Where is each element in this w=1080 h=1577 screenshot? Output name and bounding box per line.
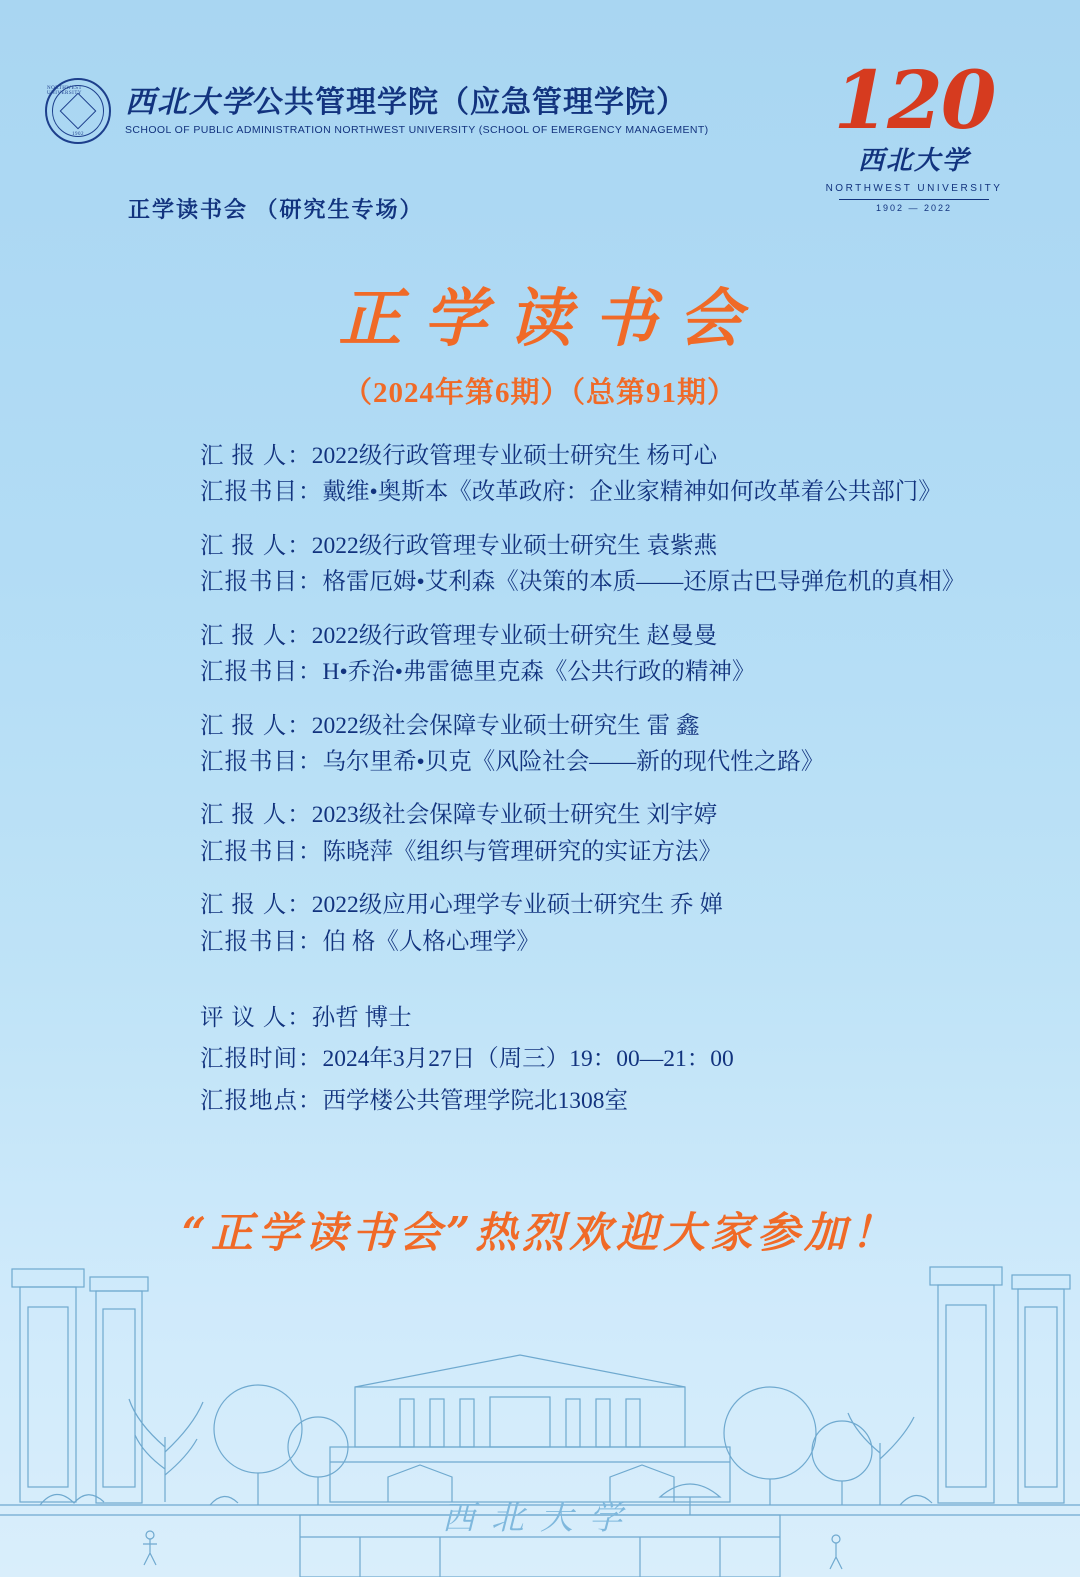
place-label: 汇报地点： xyxy=(200,1087,323,1114)
seal-bottom-text: 1902 xyxy=(72,132,84,137)
seal-inner-shape xyxy=(60,93,97,130)
list-item xyxy=(200,528,1020,601)
book-row xyxy=(200,744,1020,780)
presenter-label: 汇 报 人： xyxy=(200,802,312,829)
university-anniversary-mark xyxy=(814,53,1014,213)
presenter-label: 汇 报 人： xyxy=(200,443,312,469)
school-logo-block xyxy=(45,78,709,144)
event-subtitle: 正学读书会 （研究生专场） xyxy=(128,197,424,222)
book-value: 戴维•奥斯本《改革政府：企业家精神如何改革着公共部门》 xyxy=(322,479,942,506)
presenter-row xyxy=(200,708,1020,744)
book-row xyxy=(200,474,1020,510)
book-value: H•乔治•弗雷德里克森《公共行政的精神》 xyxy=(322,659,756,686)
book-value: 陈晓萍《组织与管理研究的实证方法》 xyxy=(322,838,722,865)
book-label: 汇报书目： xyxy=(200,569,323,596)
presenter-label: 汇 报 人： xyxy=(200,892,312,919)
presenter-row xyxy=(200,528,1020,564)
book-label: 汇报书目： xyxy=(200,928,323,955)
university-name-cn: 西北大学 xyxy=(857,146,970,176)
book-row xyxy=(200,654,1020,690)
presenter-row xyxy=(200,618,1020,654)
presenter-row xyxy=(200,887,1020,923)
list-item xyxy=(200,438,1020,511)
anniversary-years: 1902 — 2022 xyxy=(875,203,953,213)
book-value: 乌尔里希•贝克《风险社会——新的现代性之路》 xyxy=(322,748,825,775)
seal-top-text: NORTHWEST UNIVERSITY xyxy=(47,86,82,96)
presenter-value: 2022级行政管理专业硕士研究生 赵曼曼 xyxy=(311,622,718,649)
school-name-en: SCHOOL OF PUBLIC ADMINISTRATION NORTHWEST UNIVERSITY (SCHOOL OF EMERGENCY MANAGEMENT) xyxy=(125,124,709,136)
welcome-slogan: “正学读书会”热烈欢迎大家参加！ xyxy=(181,1208,899,1257)
event-info xyxy=(200,1000,734,1124)
book-value: 伯 格《人格心理学》 xyxy=(322,928,540,955)
presenter-value: 2022级社会保障专业硕士研究生 雷 鑫 xyxy=(311,712,700,739)
time-label: 汇报时间： xyxy=(200,1046,323,1073)
presenter-label: 汇 报 人： xyxy=(200,622,312,649)
campus-line-art xyxy=(0,1247,1080,1577)
mark-divider xyxy=(839,199,989,200)
presenter-row xyxy=(200,438,1020,474)
book-label: 汇报书目： xyxy=(200,659,323,686)
presenter-value: 2023级社会保障专业硕士研究生 刘宇婷 xyxy=(311,802,718,829)
presenter-value: 2022级应用心理学专业硕士研究生 乔 婵 xyxy=(311,892,723,919)
gate-inscription: 西北大学 xyxy=(442,1498,638,1537)
presenter-value: 2022级行政管理专业硕士研究生 袁紫燕 xyxy=(311,532,718,559)
school-name-cn-rest: 公共管理学院（应急管理学院） xyxy=(253,86,687,119)
time-value: 2024年3月27日（周三）19：00—21：00 xyxy=(322,1046,734,1073)
university-seal-icon xyxy=(45,78,111,144)
anniversary-number: 120 xyxy=(833,53,995,147)
list-item xyxy=(200,708,1020,781)
place-row xyxy=(200,1083,734,1119)
university-name-en: NORTHWEST UNIVERSITY xyxy=(825,183,1003,194)
commentator-label: 评 议 人： xyxy=(200,1005,312,1031)
school-name-block xyxy=(125,86,709,136)
page-title: 正学读书会 xyxy=(338,281,764,355)
list-item xyxy=(200,618,1020,691)
book-label: 汇报书目： xyxy=(200,838,323,865)
time-row xyxy=(200,1041,734,1077)
book-value: 格雷厄姆•艾利森《决策的本质——还原古巴导弹危机的真相》 xyxy=(322,569,966,596)
book-label: 汇报书目： xyxy=(200,479,323,506)
list-item xyxy=(200,887,1020,960)
commentator-row xyxy=(200,1000,734,1036)
entry-list xyxy=(200,438,1020,977)
book-row xyxy=(200,834,1020,870)
list-item xyxy=(200,797,1020,870)
presenter-value: 2022级行政管理专业硕士研究生 杨可心 xyxy=(311,443,718,469)
book-row xyxy=(200,564,1020,600)
presenter-label: 汇 报 人： xyxy=(200,532,312,559)
issue-number: （2024年第6期）（总第91期） xyxy=(342,377,737,409)
school-name-cn xyxy=(125,86,709,119)
commentator-value: 孙哲 博士 xyxy=(311,1005,412,1031)
book-label: 汇报书目： xyxy=(200,748,323,775)
presenter-row xyxy=(200,797,1020,833)
place-value: 西学楼公共管理学院北1308室 xyxy=(322,1087,628,1114)
school-name-cn-brush: 西北大学 xyxy=(125,85,253,120)
presenter-label: 汇 报 人： xyxy=(200,712,312,739)
book-row xyxy=(200,924,1020,960)
